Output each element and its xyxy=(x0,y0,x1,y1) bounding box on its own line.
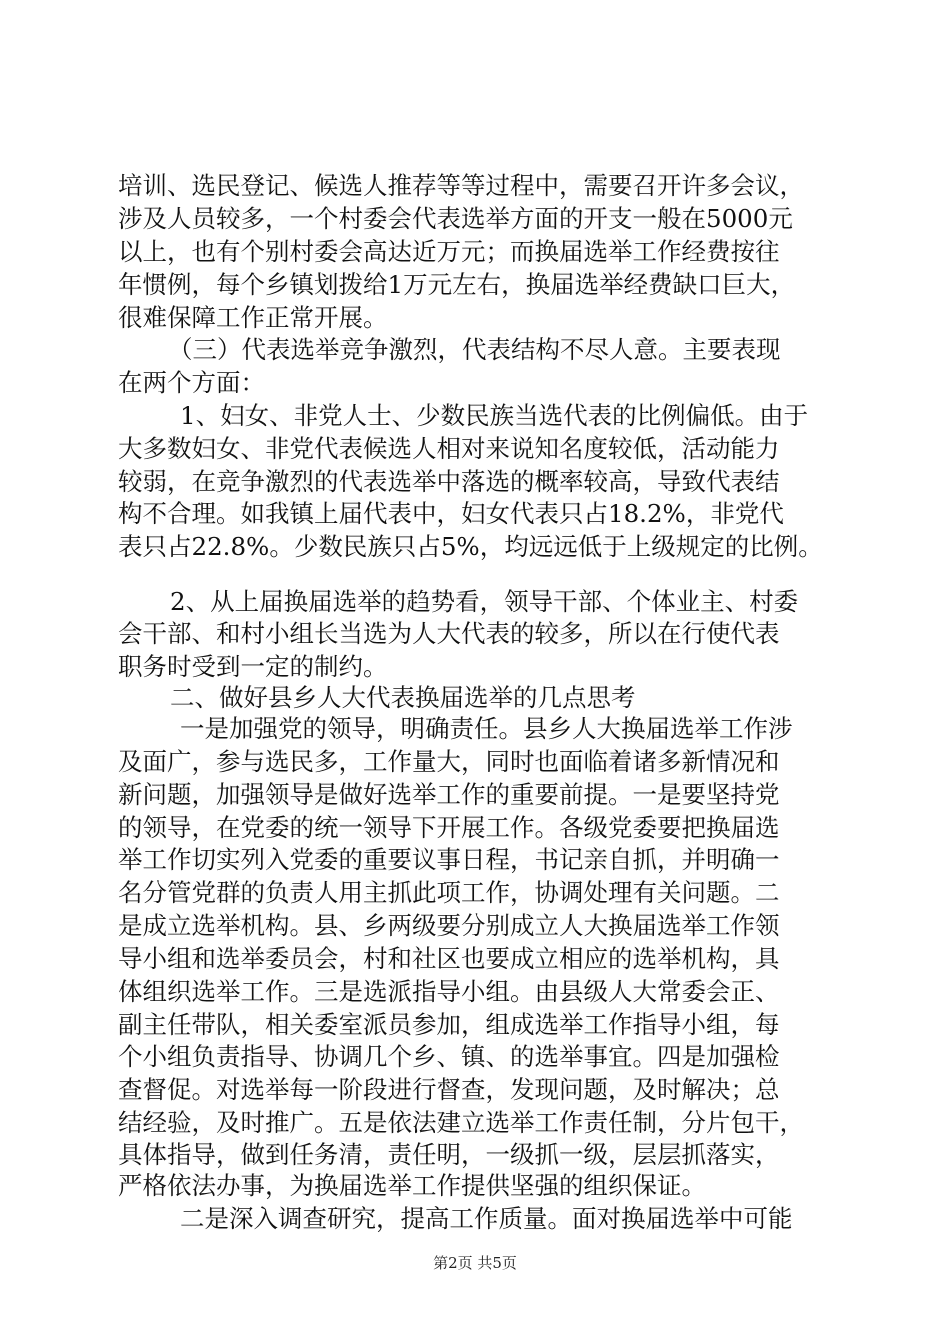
body-text-line: 新问题，加强领导是做好选举工作的重要前提。一是要坚持党 xyxy=(118,780,780,809)
body-text-line: 以上，也有个别村委会高达近万元；而换届选举工作经费按往 xyxy=(118,237,780,266)
body-text-line: 构不合理。如我镇上届代表中，妇女代表只占18.2%，非党代 xyxy=(118,499,784,528)
section-heading: 二、做好县乡人大代表换届选举的几点思考 xyxy=(170,683,636,712)
body-text-line: 表只占22.8%。少数民族只占5%，均远远低于上级规定的比例。 xyxy=(118,532,823,561)
body-text-line: 及面广，参与选民多，工作量大，同时也面临着诸多新情况和 xyxy=(118,747,780,776)
paragraph-start: 一是加强党的领导，明确责任。县乡人大换届选举工作涉 xyxy=(180,714,793,743)
paragraph-start: 2、从上届换届选举的趋势看，领导干部、个体业主、村委 xyxy=(170,587,799,616)
body-text-line: 很难保障工作正常开展。 xyxy=(118,303,388,332)
body-text-line: 职务时受到一定的制约。 xyxy=(118,652,388,681)
paragraph-start: 1、妇女、非党人士、少数民族当选代表的比例偏低。由于 xyxy=(180,401,809,430)
page-number-footer: 第2页 共5页 xyxy=(433,1254,517,1272)
body-text-line: 严格依法办事，为换届选举工作提供坚强的组织保证。 xyxy=(118,1171,706,1200)
body-text-line: 大多数妇女、非党代表候选人相对来说知名度较低，活动能力 xyxy=(118,434,780,463)
body-text-line: 具体指导，做到任务清，责任明，一级抓一级，层层抓落实， xyxy=(118,1140,780,1169)
body-text-line: 较弱，在竞争激烈的代表选举中落选的概率较高，导致代表结 xyxy=(118,467,780,496)
body-text-line: 的领导，在党委的统一领导下开展工作。各级党委要把换届选 xyxy=(118,813,780,842)
body-text-line: 培训、选民登记、候选人推荐等等过程中，需要召开许多会议， xyxy=(118,171,804,200)
paragraph-start: 二是深入调查研究，提高工作质量。面对换届选举中可能 xyxy=(180,1204,793,1233)
body-text-line: 副主任带队，相关委室派员参加，组成选举工作指导小组，每 xyxy=(118,1010,780,1039)
body-text-line: 举工作切实列入党委的重要议事日程，书记亲自抓，并明确一 xyxy=(118,845,780,874)
body-text-line: 查督促。对选举每一阶段进行督查，发现问题，及时解决；总 xyxy=(118,1075,780,1104)
body-text-line: 涉及人员较多，一个村委会代表选举方面的开支一般在5000元 xyxy=(118,204,793,233)
body-text-line: 是成立选举机构。县、乡两级要分别成立人大换届选举工作领 xyxy=(118,911,780,940)
body-text-line: 体组织选举工作。三是选派指导小组。由县级人大常委会正、 xyxy=(118,977,780,1006)
body-text-line: 会干部、和村小组长当选为人大代表的较多，所以在行使代表 xyxy=(118,619,780,648)
body-text-line: 导小组和选举委员会，村和社区也要成立相应的选举机构，具 xyxy=(118,944,780,973)
body-text-line: 在两个方面： xyxy=(118,368,265,397)
body-text-line: 名分管党群的负责人用主抓此项工作，协调处理有关问题。二 xyxy=(118,878,780,907)
section-heading: （三）代表选举竞争激烈，代表结构不尽人意。主要表现 xyxy=(168,335,781,364)
body-text-line: 年惯例，每个乡镇划拨给1万元左右，换届选举经费缺口巨大， xyxy=(118,270,796,299)
body-text-line: 个小组负责指导、协调几个乡、镇、的选举事宜。四是加强检 xyxy=(118,1042,780,1071)
body-text-line: 结经验，及时推广。五是依法建立选举工作责任制，分片包干， xyxy=(118,1108,804,1137)
